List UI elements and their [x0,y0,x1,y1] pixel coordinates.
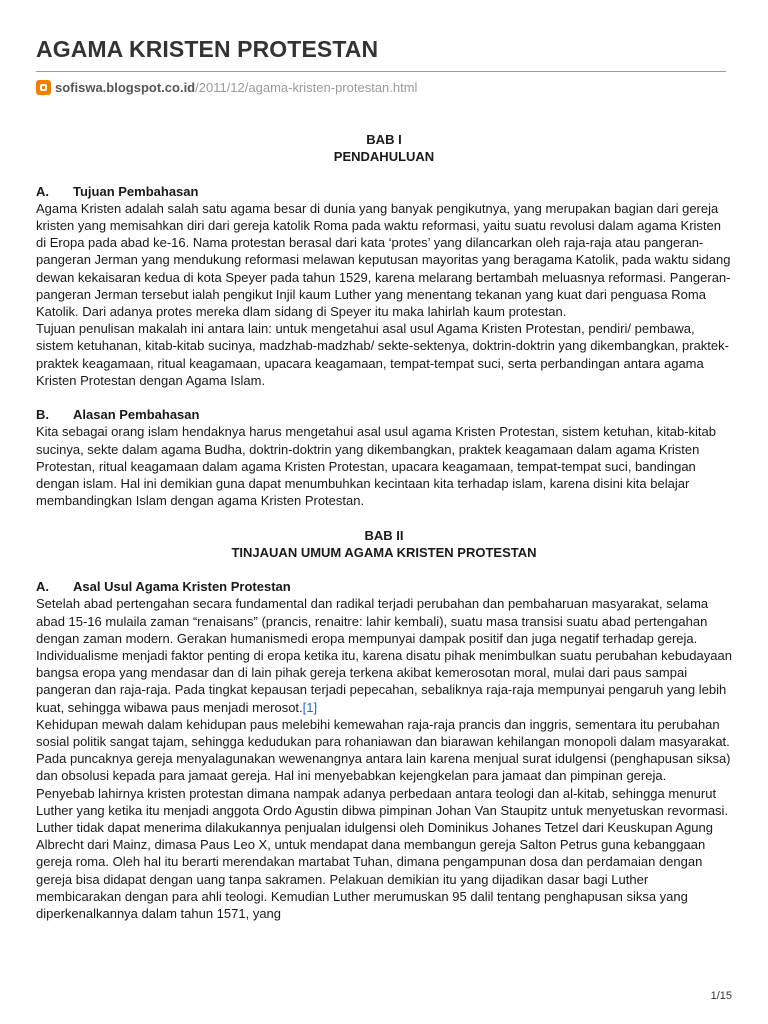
section-number: A. [36,579,49,595]
chapter-label: BAB II [364,527,404,543]
document-body [36,131,732,922]
title-divider [36,71,726,72]
section-heading [36,183,732,200]
chapter-title: PENDAHULUAN [333,149,435,165]
document-title: AGAMA KRISTEN PROTESTAN [36,36,379,62]
section-title: Tujuan Pembahasan [73,183,199,199]
section-number: A. [36,183,49,199]
source-domain[interactable]: sofiswa.blogspot.co.id [55,79,196,95]
section-title: Alasan Pembahasan [73,407,200,423]
paragraph: Penyebab lahirnya kristen protestan dimana nampak adanya perbedaan antara teologi dan al-kitab, sehingga menurut Luther yang ketika itu menjadi anggota Ordo Agustin dibwa pimpinan Johan Van Staupitz untuk menyetuskan revormasi. Luther tidak dapat menerima dilakukannya penjualan idulgensi oleh Dominikus Johanes Tetzel dari Keuskupan Agung Albrecht dari Mainz, dimasa Paus Leo X, untuk mendapat dana membangun gereja Salton Petrus guna kebanggaan gereja roma. Oleh hal itu berarti merendakan martabat Tuhan, dimana pengampunan dosa dan perdamaian dengan gereja bisa didapat dengan uang tanpa sakramen. Pelakuan demikian itu yang dijadikan dasar bagi Luther membicarakan dengan para ahli teologi. Kemudian Luther merumuskan 95 dalil tentang penghapusan siksa yang diperkenalkannya dalam tahun 1571, yang [36,785,729,922]
footnote-link[interactable]: [1] [302,699,318,715]
paragraph: Agama Kristen adalah salah satu agama besar di dunia yang banyak pengikutnya, yang merupakan bagian dari gereja kristen yang memisahkan diri dari gereja katolik Roma pada waktu reformasi, yaitu suatu revolusi dalam agama Kristen di Eropa pada abad ke-16. Nama protestan berasal dari kata ‘protes’ yang dilancarkan oleh raja-raja atau pangeran-pangeran Jerman yang mendukung reformasi melawan keputusan mayoritas yang beragama Katolik, pada waktu sidang dewan kekaisaran kedua di kota Speyer pada tahun 1529, karena melarang bertambah meluasnya reformasi. Pangeran-pangeran Jerman tersebut ialah pengikut Injil kaum Luther yang menentang tekanan yang kuat dari penguasa Roma Katolik. Dari adanya protes mereka dlam sidang di Speyer itu maka lahirlah kaum protestan. [36,200,731,320]
page-number: 1/15 [710,990,732,1002]
section-number: B. [36,407,49,423]
paragraph: Kita sebagai orang islam hendaknya harus mengetahui asal usul agama Kristen Protestan, sistem ketuhan, kitab-kitab sucinya, sekte dalam agama Budha, doktrin-doktrin yang dikembangkan, praktek keagamaan dalam agama Kristen Protestan, ritual keagamaan dalam agama Kristen Protestan, upacara keagamaan, tempat-tempat suci, bandingan dengan islam. Hal ini demikian guna dapat menumbuhkan kecintaan kita terhadap islam, karena disini kita belajar membandingkan Islam dengan agama Kristen Protestan. [36,424,716,509]
paragraph [36,595,732,715]
chapter-label: BAB I [366,132,402,147]
section-title: Asal Usul Agama Kristen Protestan [73,579,291,595]
paragraph: Tujuan penulisan makalah ini antara lain: untuk mengetahui asal usul Agama Kristen Protestan, pendiri/ pembawa, sistem ketuhanan, kitab-kitab sucinya, madzhab-madzhab/ sekte-sektenya, doktrin-doktrin yang dikembangkan, praktek-praktek keagamaan, ritual keagamaan, upacara keagamaan, tempat-tempat suci, serta perbandingan antara agama Kristen Protestan dengan Agama Islam. [36,321,729,388]
paragraph-text: Setelah abad pertengahan secara fundamental dan radikal terjadi perubahan dan pembaharuan masyarakat, selama abad 15-16 mulaila zaman “renaisans” (prancis, renaitre: lahir kembali), suatu masa transisi suatu abad pertengahan dengan zaman modern. Gerakan humanismedi eropa mempunyai dampak positif dan juga negatif terhadap gereja. Individualisme menjadi faktor penting di eropa ketika itu, karena disatu pihak menimbulkan suatu perubahan kebudayaan bangsa eropa yang mendasar dan di lain pihak gereja terkena akibat kemerosotan moral, mulai dari paus sampai pangeran dan raja-raja. Pada tingkat kepausan terjadi pepecahan, sebaliknya raja-raja mempunyai pengaruh yang lebih kuat, sehingga wibawa paus menjadi merosot. [36,596,732,715]
source-path[interactable]: /2011/12/agama-kristen-protestan.html [195,79,418,95]
source-line [36,78,417,96]
paragraph: Kehidupan mewah dalam kehidupan paus melebihi kemewahan raja-raja prancis dan inggris, sementara itu perubahan sosial politik sangat tajam, sehingga kedudukan para rohaniawan dan biarawan kehilangan monopoli dalam masyarakat. Pada puncaknya gereja menyalagunakan wewenangnya antara lain karena menjual surat idulgensi (penghapusan siksa) dan obsolusi kepada para jamaat gereja. Hal ini menyebabkan kejengkelan para jamaat dan pimpinan gereja. [36,716,731,784]
section-heading [36,578,732,595]
chapter-title: TINJAUAN UMUM AGAMA KRISTEN PROTESTAN [231,544,537,560]
section-heading [36,406,732,423]
blogger-icon [36,80,51,95]
